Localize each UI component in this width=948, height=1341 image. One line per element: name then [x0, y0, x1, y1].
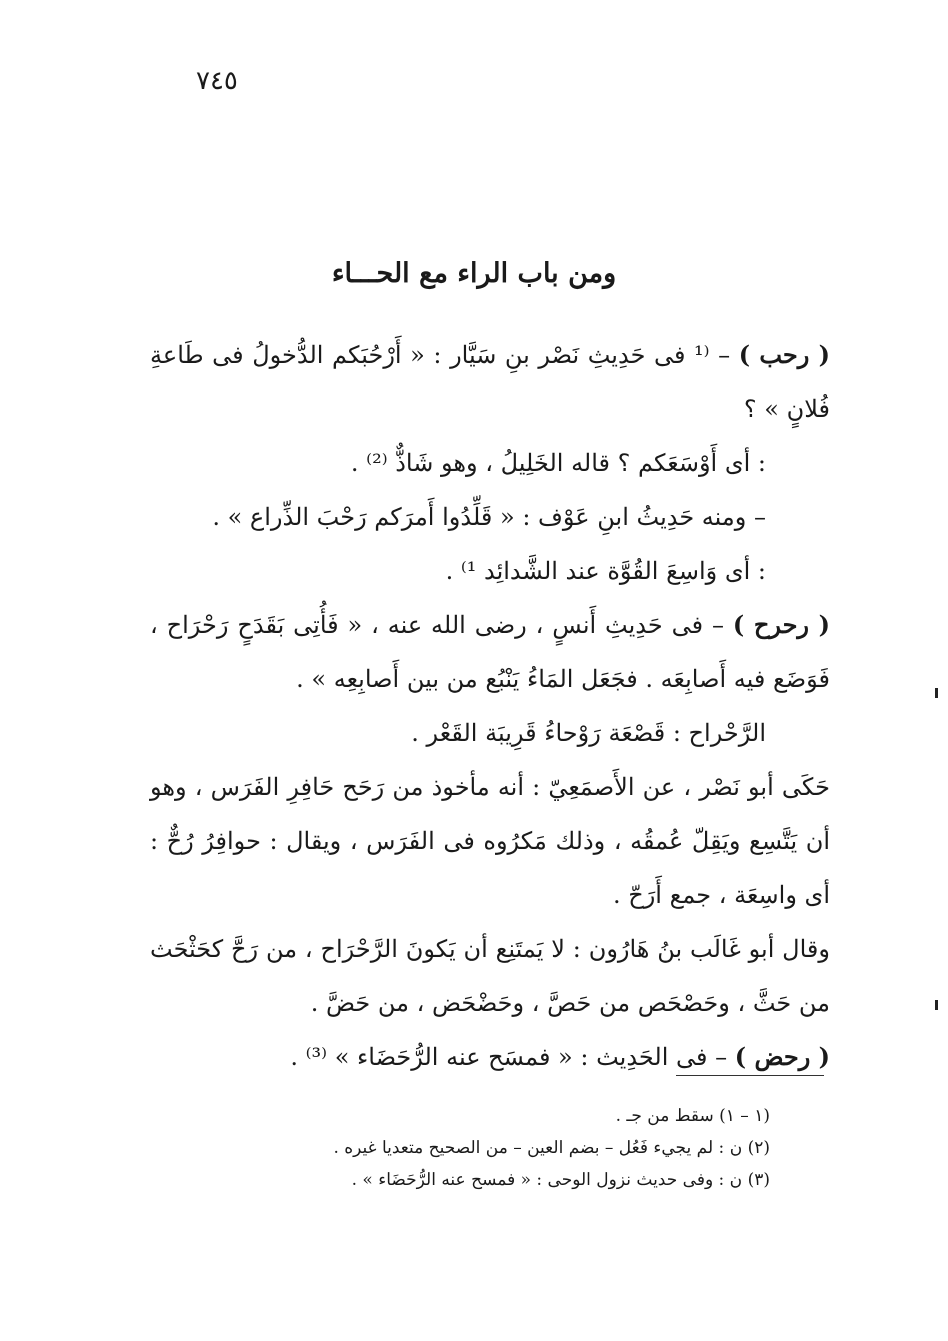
- entry-rahb: [150, 328, 830, 436]
- entry-line: [150, 706, 830, 760]
- entry-text: – فى حَدِيثِ أَنسٍ ، رضى الله عنه ، « فَأُتِى بَقَدَحٍ رَحْرَاح ، فَوَضَع فيه أَصابِعَه . فجَعَل المَاءُ يَنْبُع من بين أَصابِعِه » .: [150, 611, 830, 693]
- entry-text: حَكَى أبو نَصْر ، عن الأَصمَعِيّ : أنه مأخوذ من رَحَح حَافِرِ الفَرَس ، وهو أن يَتَّسِع ويَقِلّ عُمقُه ، وذلك مَكرُوه فى الفَرَس ، ويقال : حوافِرُ رُحٌّ : أى واسِعَة ، جمع أَرَحّ .: [150, 773, 830, 909]
- page-number: ٧٤٥: [196, 66, 238, 96]
- entry-text: : أى أَوْسَعَكم ؟ قاله الخَلِيلُ ، وهو شَاذٌّ ⁽²⁾ .: [350, 449, 766, 477]
- footnote-rule: [676, 1075, 824, 1076]
- footnote: (٣) ن : وفى حديث نزول الوحى : « فمسح عنه الرُّحَضَاء » .: [351, 1170, 770, 1190]
- entry-line: [150, 544, 830, 598]
- headword: ( رحرح ): [732, 610, 830, 639]
- footnotes: [150, 1100, 770, 1196]
- headword: ( رحب ): [738, 340, 831, 369]
- headword: ( رحض ): [734, 1042, 830, 1071]
- entry-rahrah: [150, 598, 830, 706]
- entry-line: [150, 490, 830, 544]
- entry-line: [150, 436, 830, 490]
- footnote: (٢) ن : لم يجيء فَعُل – بضم العين – من الصحيح متعديا غيره .: [333, 1138, 770, 1158]
- entry-text: – ومنه حَدِيثُ ابنِ عَوْف : « قَلِّدُوا أَمرَكم رَحْبَ الذِّراع » .: [212, 503, 766, 531]
- body-text: [150, 328, 830, 1084]
- margin-mark: [935, 688, 938, 698]
- entry-paragraph: [150, 760, 830, 922]
- chapter-title: ومن باب الراء مع الحـــاء: [331, 258, 617, 289]
- margin-mark: [935, 1000, 938, 1010]
- entry-text: : أى وَاسِعَ القُوَّة عند الشَّدائِد ¹⁾ .: [445, 557, 766, 585]
- footnote: (١ – ١) سقط من جـ .: [615, 1106, 770, 1126]
- entry-text: – فى الحَدِيث : « فمسَح عنه الرُّحَضَاء » ⁽³⁾ .: [290, 1043, 735, 1071]
- entry-text: – ⁽¹ فى حَدِيثِ نَصْر بنِ سَيَّار : « أَرْحُبَكم الدُّخولُ فى طَاعةِ فُلانٍ » ؟: [150, 341, 830, 423]
- entry-text: وقال أبو غَالَب بنُ هَارُون : لا يَمتَنِع أن يَكونَ الرَّحْرَاح ، من رَحَّ كحَثْحَث من حَثَّ ، وحَصْحَص من حَصَّ ، وحَضْحَض ، من حَضَّ .: [150, 935, 830, 1017]
- entry-text: الرَّحْراح : قَصْعَة رَوْحاءُ قَرِيبَة القَعْر .: [411, 719, 766, 747]
- entry-paragraph: [150, 922, 830, 1030]
